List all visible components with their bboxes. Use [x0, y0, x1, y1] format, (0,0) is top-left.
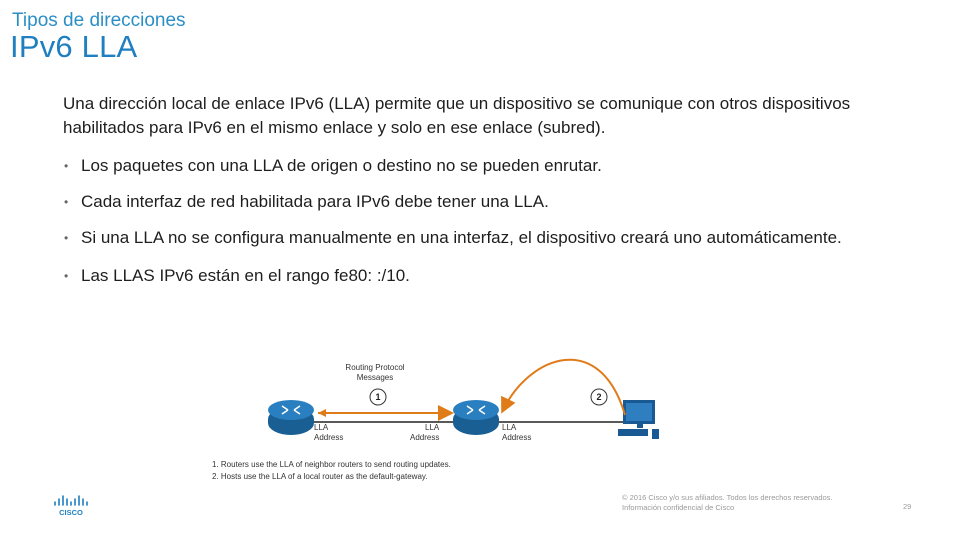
lla-label-left: LLA	[314, 423, 329, 432]
step-1-label: 1	[375, 392, 381, 402]
lla-label-middle-right: LLA	[502, 423, 517, 432]
bullet-dot-icon: •	[64, 269, 69, 283]
bullet-text: Si una LLA no se configura manualmente en una interfaz, el dispositivo creará uno automáticamente.	[81, 228, 842, 247]
cisco-logo-text: CISCO	[59, 508, 83, 517]
footer-legal	[622, 493, 833, 513]
diagram-note-2: 2. Hosts use the LLA of a local router as the default-gateway.	[212, 472, 428, 481]
step-2-label: 2	[596, 392, 602, 402]
router-left-icon	[268, 400, 314, 435]
diagram-note-1: 1. Routers use the LLA of neighbor routers to send routing updates.	[212, 460, 451, 469]
bullet-dot-icon: •	[64, 195, 69, 209]
footer-copyright: © 2016 Cisco y/o sus afiliados. Todos los derechos reservados.	[622, 493, 833, 502]
slide-title: IPv6 LLA	[10, 29, 138, 64]
bullet-text: Cada interfaz de red habilitada para IPv6 debe tener una LLA.	[81, 192, 549, 211]
address-label-left: Address	[314, 433, 344, 442]
address-label-middle-left: Address	[410, 433, 440, 442]
protocol-label-line2: Messages	[356, 373, 394, 382]
bullet-dot-icon: •	[64, 231, 69, 245]
bullet-list	[63, 154, 923, 300]
pc-host-icon	[618, 400, 659, 439]
lla-network-diagram	[200, 355, 680, 490]
bullet-text: Las LLAS IPv6 están en el rango fe80: :/10.	[81, 266, 410, 285]
cisco-logo-icon	[52, 493, 92, 517]
router-right-icon	[453, 400, 499, 435]
bullet-item	[63, 154, 923, 178]
bullet-text: Los paquetes con una LLA de origen o destino no se pueden enrutar.	[81, 156, 602, 175]
protocol-label-line1: Routing Protocol	[345, 363, 405, 372]
address-label-middle-right: Address	[502, 433, 532, 442]
footer-confidential: Información confidencial de Cisco	[622, 503, 735, 512]
page-number: 29	[903, 502, 912, 511]
bullet-dot-icon: •	[64, 159, 69, 173]
section-subtitle: Tipos de direcciones	[12, 10, 186, 31]
bullet-item	[63, 264, 923, 288]
lla-label-middle-left: LLA	[425, 423, 440, 432]
default-gateway-arrow	[503, 360, 625, 415]
bullet-item	[63, 190, 923, 214]
bullet-item	[63, 226, 923, 250]
intro-paragraph: Una dirección local de enlace IPv6 (LLA) permite que un dispositivo se comunique con otros dispositivos habilitados para IPv6 en el mismo enlace y solo en ese enlace (subred).	[63, 94, 851, 137]
